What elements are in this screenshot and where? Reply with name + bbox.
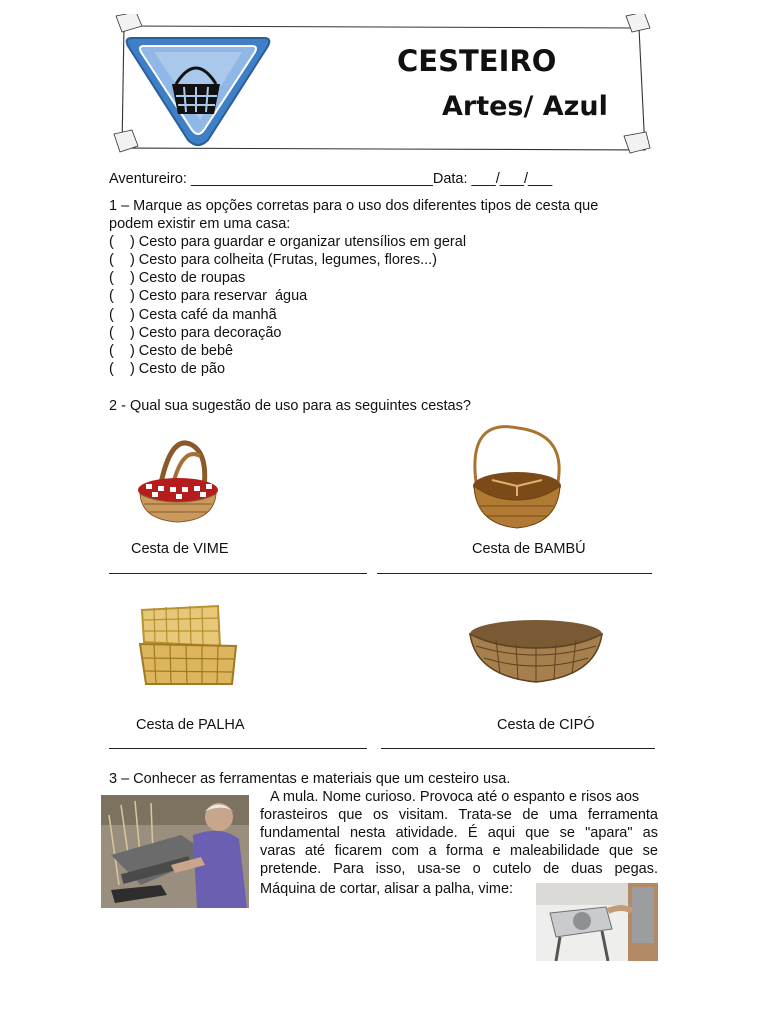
q1-option[interactable]: ( ) Cesto para guardar e organizar utensílios em geral	[109, 234, 467, 250]
q2-question: 2 - Qual sua sugestão de uso para as seguintes cestas?	[109, 398, 471, 414]
answer-line-vime[interactable]	[109, 573, 367, 574]
page-subtitle: Artes/ Azul	[442, 91, 608, 122]
q3-paragraph-line: varas até ficarem com a forma e maleabilidade que se	[260, 843, 658, 859]
answer-line-palha[interactable]	[109, 748, 367, 749]
q3-paragraph-line: fundamental nesta atividade. É aqui que se "apara" as	[260, 825, 658, 841]
q3-machine-text: Máquina de cortar, alisar a palha, vime:	[260, 881, 514, 897]
palha-basket-image	[136, 598, 240, 694]
answer-line-bambu[interactable]	[377, 573, 652, 574]
basket-label-bambu: Cesta de BAMBÚ	[472, 541, 586, 557]
q1-option[interactable]: ( ) Cesto de roupas	[109, 270, 246, 286]
q1-option[interactable]: ( ) Cesto de bebê	[109, 343, 234, 359]
bambu-basket-image	[462, 424, 572, 534]
q3-question: 3 – Conhecer as ferramentas e materiais que um cesteiro usa.	[109, 771, 511, 787]
answer-line-cipo[interactable]	[381, 748, 655, 749]
basket-label-palha: Cesta de PALHA	[136, 717, 245, 733]
q1-option[interactable]: ( ) Cesto para decoração	[109, 325, 282, 341]
cesteiro-badge-icon	[122, 32, 274, 150]
q1-intro: 1 – Marque as opções corretas para o uso dos diferentes tipos de cesta que	[109, 198, 599, 214]
q1-option[interactable]: ( ) Cesto de pão	[109, 361, 226, 377]
q3-paragraph-line: forasteiros que os visitam. Trata-se de uma ferramenta	[260, 807, 658, 823]
cipo-basket-image	[466, 616, 606, 688]
q1-option[interactable]: ( ) Cesto para reservar água	[109, 288, 308, 304]
vime-basket-image	[130, 436, 230, 531]
q1-option[interactable]: ( ) Cesto para colheita (Frutas, legumes, flores...)	[109, 252, 437, 268]
q1-intro: podem existir em uma casa:	[109, 216, 291, 232]
name-date-field[interactable]: Aventureiro: ______________________________Data: ___/___/___	[109, 171, 553, 187]
page-title: CESTEIRO	[397, 44, 557, 78]
cutting-machine-photo	[536, 883, 658, 961]
craftsman-photo	[101, 795, 249, 908]
basket-label-vime: Cesta de VIME	[131, 541, 229, 557]
q3-paragraph-line: A mula. Nome curioso. Provoca até o espanto e risos aos	[270, 789, 640, 805]
q3-paragraph-line: pretende. Para isso, usa-se o cutelo de duas pegas.	[260, 861, 658, 877]
q1-option[interactable]: ( ) Cesta café da manhã	[109, 307, 277, 323]
basket-label-cipo: Cesta de CIPÓ	[497, 717, 595, 733]
